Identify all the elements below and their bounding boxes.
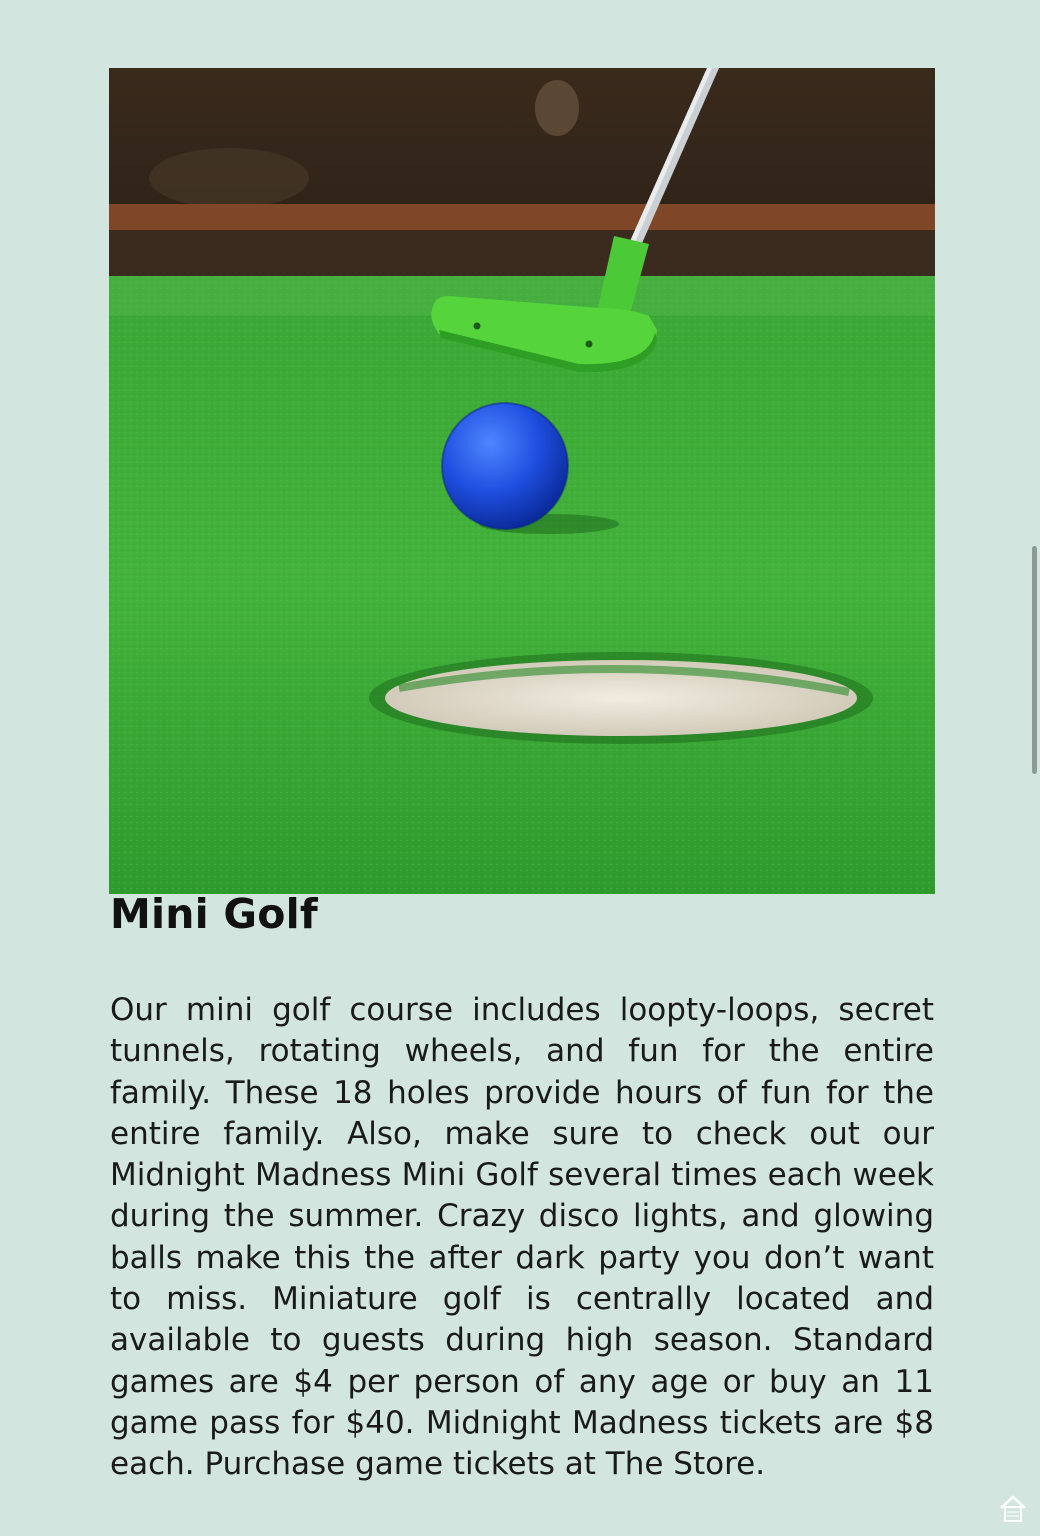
mini-golf-photo	[109, 68, 935, 894]
house-logo-icon	[996, 1492, 1030, 1526]
scrollbar[interactable]	[1032, 546, 1037, 774]
description-text: Our mini golf course includes loopty-loops, secret tunnels, rotating wheels, and fun for the entire family. These 18 holes provide hours of fun for the entire family. Also, make sure to check out our Midnight Madness Mini Golf several times each week during the summer. Crazy disco lights, and glowing balls make this the after dark party you don’t want to miss. Miniature golf is centrally located and available to guests during high season. Standard games are $4 per person of any age or buy an 11 game pass for $40. Midnight Madness tickets are $8 each. Purchase game tickets at The Store.	[110, 992, 934, 1483]
page-title: Mini Golf	[110, 890, 318, 938]
